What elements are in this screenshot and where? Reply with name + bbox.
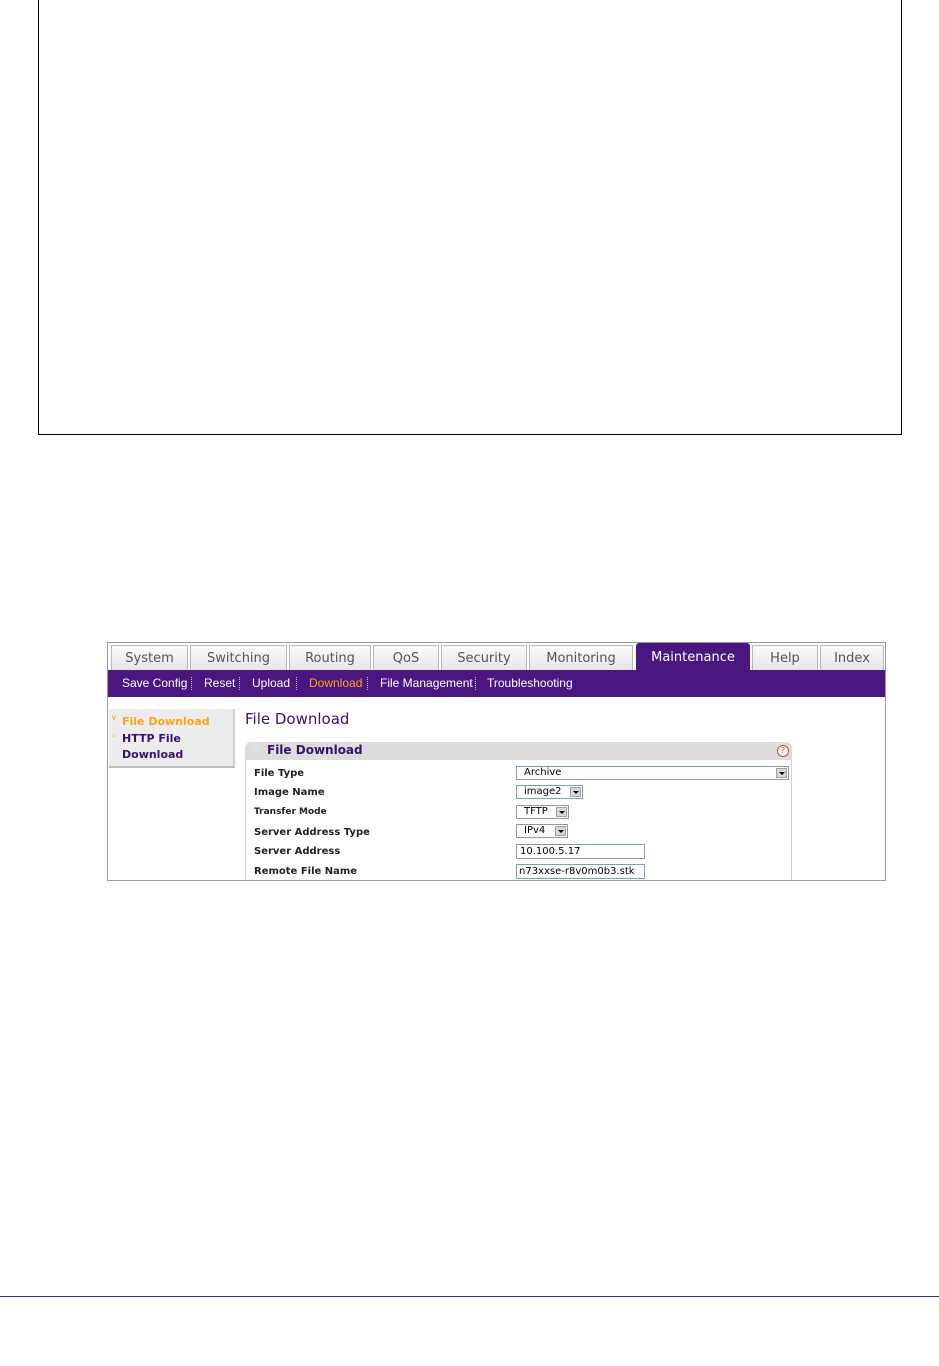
- server-address-type-value: IPv4: [524, 825, 546, 836]
- remote-file-name-input[interactable]: n73xxse-r8v0m0b3.stk: [516, 864, 645, 879]
- expanded-arrow-icon: ∨: [111, 713, 117, 722]
- tab-index[interactable]: Index: [820, 645, 884, 670]
- subnav-separator: [296, 677, 297, 690]
- file-type-label: File Type: [254, 768, 305, 779]
- file-type-select[interactable]: [516, 766, 789, 780]
- collapsed-arrow-icon: ›: [112, 731, 116, 740]
- subnav-save-config[interactable]: Save Config: [122, 676, 188, 690]
- image-name-label: Image Name: [254, 787, 325, 798]
- image-name-select[interactable]: [516, 785, 583, 799]
- code-example-box: [38, 0, 902, 435]
- image-name-value: image2: [524, 786, 562, 797]
- tab-switching[interactable]: Switching: [190, 645, 287, 670]
- dropdown-arrow-icon: [555, 826, 566, 836]
- dropdown-arrow-icon: [556, 807, 567, 817]
- server-address-type-select[interactable]: [516, 824, 568, 838]
- remote-file-name-label: Remote File Name: [254, 866, 358, 877]
- subnav-file-management[interactable]: File Management: [380, 676, 473, 690]
- panel-body: [245, 760, 792, 881]
- subnav-troubleshooting[interactable]: Troubleshooting: [487, 676, 573, 690]
- tab-maintenance[interactable]: Maintenance: [636, 643, 750, 670]
- file-download-panel: [245, 742, 792, 881]
- subnav-reset[interactable]: Reset: [204, 676, 236, 690]
- subnav-separator: [239, 677, 240, 690]
- main-tab-bar: [108, 643, 885, 670]
- server-address-type-label: Server Address Type: [254, 827, 370, 838]
- drag-grip-icon: ∷: [253, 745, 258, 755]
- maintenance-subnav: [108, 670, 885, 697]
- panel-header: [245, 742, 792, 760]
- subnav-upload[interactable]: Upload: [252, 676, 291, 690]
- dropdown-arrow-icon: [776, 768, 787, 778]
- tab-routing[interactable]: Routing: [289, 645, 371, 670]
- left-nav-http-file-download[interactable]: HTTP File: [122, 732, 181, 745]
- subnav-separator: [191, 677, 192, 690]
- tab-qos[interactable]: QoS: [373, 645, 439, 670]
- tab-monitoring[interactable]: Monitoring: [529, 645, 633, 670]
- subnav-separator: [367, 677, 368, 690]
- left-nav-menu: [109, 709, 235, 768]
- page-title: File Download: [245, 710, 350, 728]
- server-address-label: Server Address: [254, 846, 341, 857]
- tab-security[interactable]: Security: [441, 645, 527, 670]
- panel-title: File Download: [267, 743, 363, 757]
- dropdown-arrow-icon: [570, 787, 581, 797]
- server-address-input[interactable]: 10.100.5.17: [516, 844, 645, 859]
- page-footer-rule: [0, 1296, 939, 1297]
- help-icon[interactable]: ?: [777, 745, 789, 757]
- transfer-mode-select[interactable]: [516, 805, 569, 819]
- tab-help[interactable]: Help: [752, 645, 818, 670]
- transfer-mode-value: TFTP: [524, 806, 548, 817]
- subnav-download[interactable]: Download: [309, 676, 363, 690]
- left-nav-http-file-download-line2[interactable]: Download: [122, 748, 184, 761]
- tab-system[interactable]: System: [111, 645, 188, 670]
- left-nav-file-download[interactable]: File Download: [122, 715, 210, 728]
- file-type-value: Archive: [524, 767, 562, 778]
- switch-web-ui-screenshot: [107, 642, 886, 881]
- subnav-separator: [475, 677, 476, 690]
- transfer-mode-label: Transfer Mode: [254, 807, 327, 817]
